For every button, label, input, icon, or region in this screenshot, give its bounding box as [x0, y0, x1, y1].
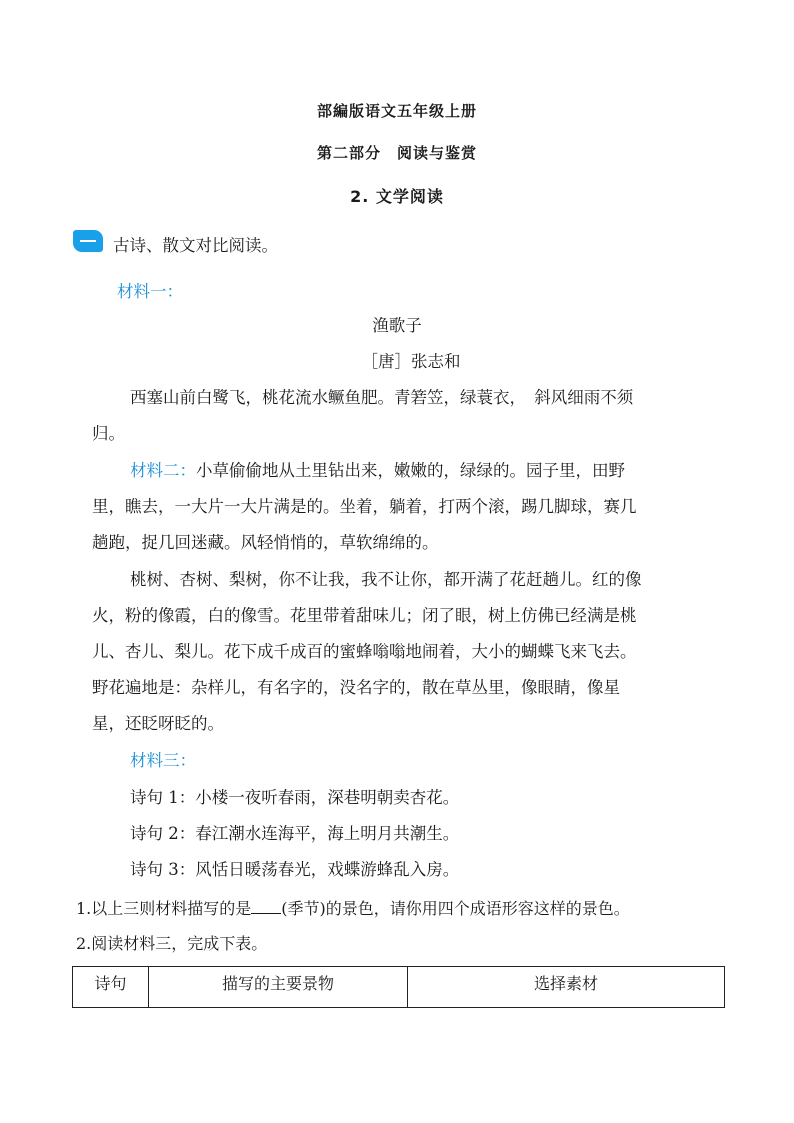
material2-paragraph-line-4: 桃树、杏树、梨树，你不让我，我不让你，都开满了花赶趟儿。红的像 [130, 570, 642, 589]
section-intro: 古诗、散文对比阅读。 [113, 236, 278, 255]
part-title: 第二部分 阅读与鉴赏 [316, 144, 477, 162]
material2-paragraph-line-7: 野花遍地是：杂样儿，有名字的，没名字的，散在草丛里，像眼睛，像星 [92, 678, 620, 697]
poem-line-1: 西塞山前白鹭飞，桃花流水鳜鱼肥。青箬笠，绿蓑衣， 斜风细雨不须 [130, 388, 634, 407]
material2-label: 材料二： [130, 461, 196, 480]
poem-line-2: 归。 [92, 424, 125, 443]
material2-paragraph-line-5: 火，粉的像霞，白的像雪。花里带着甜味儿；闭了眼，树上仿佛已经满是桃 [92, 606, 637, 625]
question-2: 2.阅读材料三，完成下表。 [76, 934, 268, 953]
section-title: 2. 文学阅读 [350, 187, 444, 206]
verse-1: 诗句 1：小楼一夜听春雨，深巷明朝卖杏花。 [130, 788, 460, 807]
answer-table [72, 966, 725, 1008]
material2-paragraph-line-3: 趟跑，捉几回迷藏。风轻悄悄的，草软绵绵的。 [92, 533, 439, 552]
q1-answer-blank[interactable] [251, 897, 281, 914]
material1-label: 材料一： [117, 282, 183, 301]
material2-paragraph-line-6: 儿、杏儿、梨儿。花下成千成百的蜜蜂嗡嗡地闹着，大小的蝴蝶飞来飞去。 [92, 642, 637, 661]
table-header-material: 选择素材 [408, 967, 725, 1008]
material2-paragraph-line-1: 材料二：小草偷偷地从土里钻出来，嫩嫩的，绿绿的。园子里，田野 [130, 461, 625, 480]
material2-paragraph-line-8: 星，还眨呀眨的。 [92, 714, 224, 733]
section-number-badge-icon [73, 230, 103, 252]
poem-title: 渔歌子 [372, 316, 422, 335]
material2-paragraph-line-2: 里，瞧去，一大片一大片满是的。坐着，躺着，打两个滚，踢几脚球，赛几 [92, 497, 637, 516]
table-header-verse: 诗句 [73, 967, 149, 1008]
verse-2: 诗句 2：春江潮水连海平，海上明月共潮生。 [130, 824, 460, 843]
book-title: 部編版语文五年级上册 [316, 102, 477, 120]
poem-author: ［唐］张志和 [361, 352, 461, 371]
question-1: 1.以上三则材料描写的是 (季节)的景色，请你用四个成语形容这样的景色。 [76, 899, 630, 918]
table-header-row [73, 967, 725, 1008]
verse-3: 诗句 3：风恬日暖荡春光，戏蝶游蜂乱入房。 [130, 860, 460, 879]
material3-label: 材料三： [130, 751, 196, 770]
table-header-scenery: 描写的主要景物 [149, 967, 408, 1008]
